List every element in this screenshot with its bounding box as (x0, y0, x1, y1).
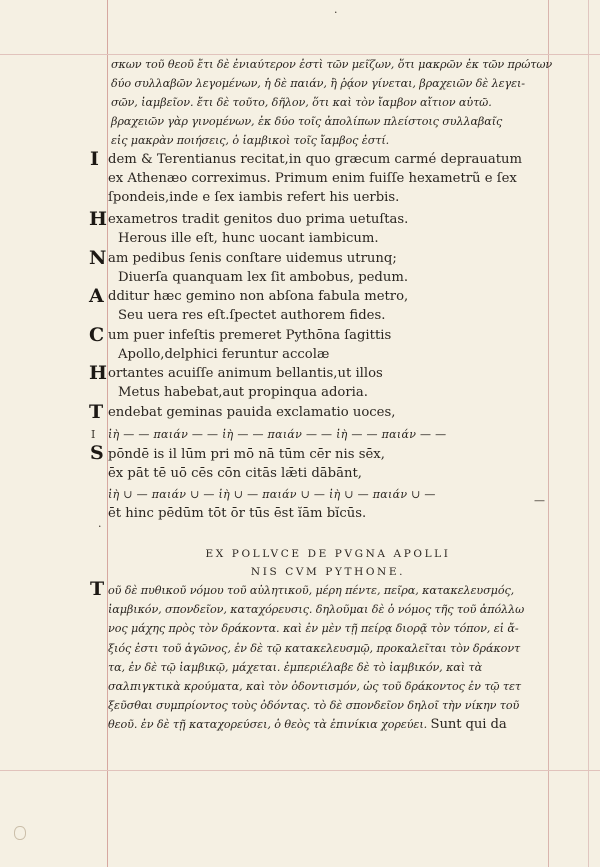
stamp-mark (14, 826, 26, 840)
top-mark: · (334, 6, 338, 19)
margin-rule-bottom (0, 770, 600, 771)
latin-line-4: exametros tradit genitos duo prima uetuſtas. (108, 212, 409, 227)
latin-line-1: dem & Terentianus recitat,in quo græcum carmé deprauatum (108, 152, 522, 167)
scansion-line-4: ἰὴ ∪ — παιάν ∪ — ἰὴ ∪ — παιάν ∪ — ἰὴ ∪ — παιάν ∪ — (108, 488, 436, 501)
latin-line-5: Herous ille eſt, hunc uocant iambicum. (118, 231, 379, 246)
scansion-line-3: ēx pāt tē uō cēs cōn citās lǣti dābānt, (108, 466, 362, 481)
initial-letter: A (89, 285, 104, 307)
section-heading-line-2: NIS CVM PYTHONE. (250, 566, 406, 578)
margin-dot: · (98, 520, 102, 533)
greek-bottom-line-1: οῦ δὲ πυθικοῦ νόμου τοῦ αὐλητικοῦ, μέρη πέντε, πεῖρα, κατακελευσμός, (108, 584, 515, 597)
latin-line-14: endebat geminas pauida exclamatio uoces, (108, 405, 396, 420)
greek-bottom-line-6: σαλπιγκτικὰ κρούματα, καὶ τὸν ὀδοντισμόν, ὡς τοῦ δράκοντος ἐν τῷ τετ (108, 680, 521, 693)
greek-top-line-3: σῶν, ἰαμβεῖον. ἔτι δὲ τοῦτο, δῆλον, ὅτι καὶ τὸν ἴαμβον αἴτιον αὐτῶ. (111, 96, 492, 109)
initial-letter: H (89, 362, 107, 384)
scansion-left-mark: I (91, 428, 96, 441)
latin-line-10: um puer infeſtis premeret Pythōna ſagittis (108, 328, 392, 343)
greek-bottom-line-5: τα, ἐν δὲ τῷ ἰαμβικῷ, μάχεται. ἐμπεριέλαβε δὲ τὸ ἰαμβικόν, καὶ τὰ (108, 661, 483, 674)
greek-bottom-line-4: ξιός ἐστι τοῦ ἀγῶνος, ἐν δὲ τῷ κατακελευσμῷ, προκαλεῖται τὸν δράκοντ (108, 642, 521, 655)
latin-line-6: am pedibus ſenis conſtare uidemus utrunq; (108, 251, 397, 266)
latin-line-11: Apollo,delphici feruntur accolæ (118, 347, 330, 362)
greek-top-line-5: εἰς μακρὰν ποιήσεις, ὁ ἰαμβικοὶ τοῖς ἴαμβος ἐστί. (111, 134, 390, 147)
scansion-line-2: pōndē is il lūm pri mō nā tūm cēr nis sēx, (108, 447, 385, 462)
greek-bottom-line-3: νος μάχης πρὸς τὸν δράκοντα. καὶ ἐν μὲν τῇ πείρᾳ διορᾷ τὸν τόπον, εἰ ἄ- (108, 622, 519, 635)
initial-letter: N (89, 247, 107, 269)
latin-line-9: Seu uera res eſt.ſpectet authorem fides. (118, 308, 386, 323)
margin-rule-right (548, 0, 549, 867)
greek-bottom-line-7: ξεῦσθαι συμπρίοντος τοὺς ὀδόντας. τὸ δὲ σπονδεῖον δηλοῖ τὴν νίκην τοῦ (108, 699, 520, 712)
scansion-line-5: ēt hinc pēdūm tōt ōr tūs ēst ĭām bĭcūs. (108, 506, 367, 521)
initial-letter: T (90, 578, 105, 600)
scansion-initial: S (90, 442, 104, 464)
initial-letter: T (89, 401, 104, 423)
initial-letter: I (90, 148, 99, 170)
greek-top-line-4: βραχειῶν γὰρ γινομένων, ἐκ δύο τοῖς ἀπολίπων πλείστοις συλλαβαῖς (111, 115, 503, 128)
latin-line-2: ex Athenæo correximus. Primum enim fuiſſe hexametrũ e ſex (108, 171, 517, 186)
margin-dash: — (534, 494, 545, 507)
greek-top-line-1: σκων τοῦ θεοῦ ἔτι δὲ ἐνιαύτερον ἐστὶ τῶν μεῖζων, ὅτι μακρῶν ἐκ τῶν πρώτων (111, 58, 553, 71)
latin-line-3: ſpondeis,inde e ſex iambis refert his uerbis. (108, 190, 400, 205)
margin-rule-outer (588, 0, 589, 867)
initial-letter: C (89, 324, 105, 346)
greek-bottom-line-8 (108, 716, 507, 734)
latin-line-13: Metus habebat,aut propinqua adoria. (118, 385, 368, 400)
section-heading-line-1: EX POLLVCE DE PVGNA APOLLI (205, 548, 451, 560)
initial-letter: H (89, 208, 107, 230)
latin-line-12: ortantes acuiſſe animum bellantis,ut illos (108, 366, 383, 381)
scansion-line-1: ἰὴ — — παιάν — — ἰὴ — — παιάν — — ἰὴ — — παιάν — — (108, 428, 447, 441)
margin-rule-top (0, 54, 600, 55)
latin-tail: Sunt qui da (430, 717, 507, 732)
latin-line-8: dditur hæc gemino non abſona fabula metro, (108, 289, 409, 304)
latin-line-7: Diuerſa quanquam lex ſit ambobus, pedum. (118, 270, 409, 285)
greek-bottom-line-2: ἰαμβικόν, σπονδεῖον, καταχόρευσις. δηλοῦμαι δὲ ὁ νόμος τῆς τοῦ ἀπόλλω (108, 603, 525, 616)
greek-bottom-line-8-text: θεοῦ. ἐν δὲ τῇ καταχορεύσει, ὁ θεὸς τὰ ἐπινίκια χορεύει. (108, 718, 428, 731)
greek-top-line-2: δύο συλλαβῶν λεγομένων, ἡ δὲ παιάν, ἢ ῥᾴον γίνεται, βραχειῶν δὲ λεγει- (111, 77, 525, 90)
